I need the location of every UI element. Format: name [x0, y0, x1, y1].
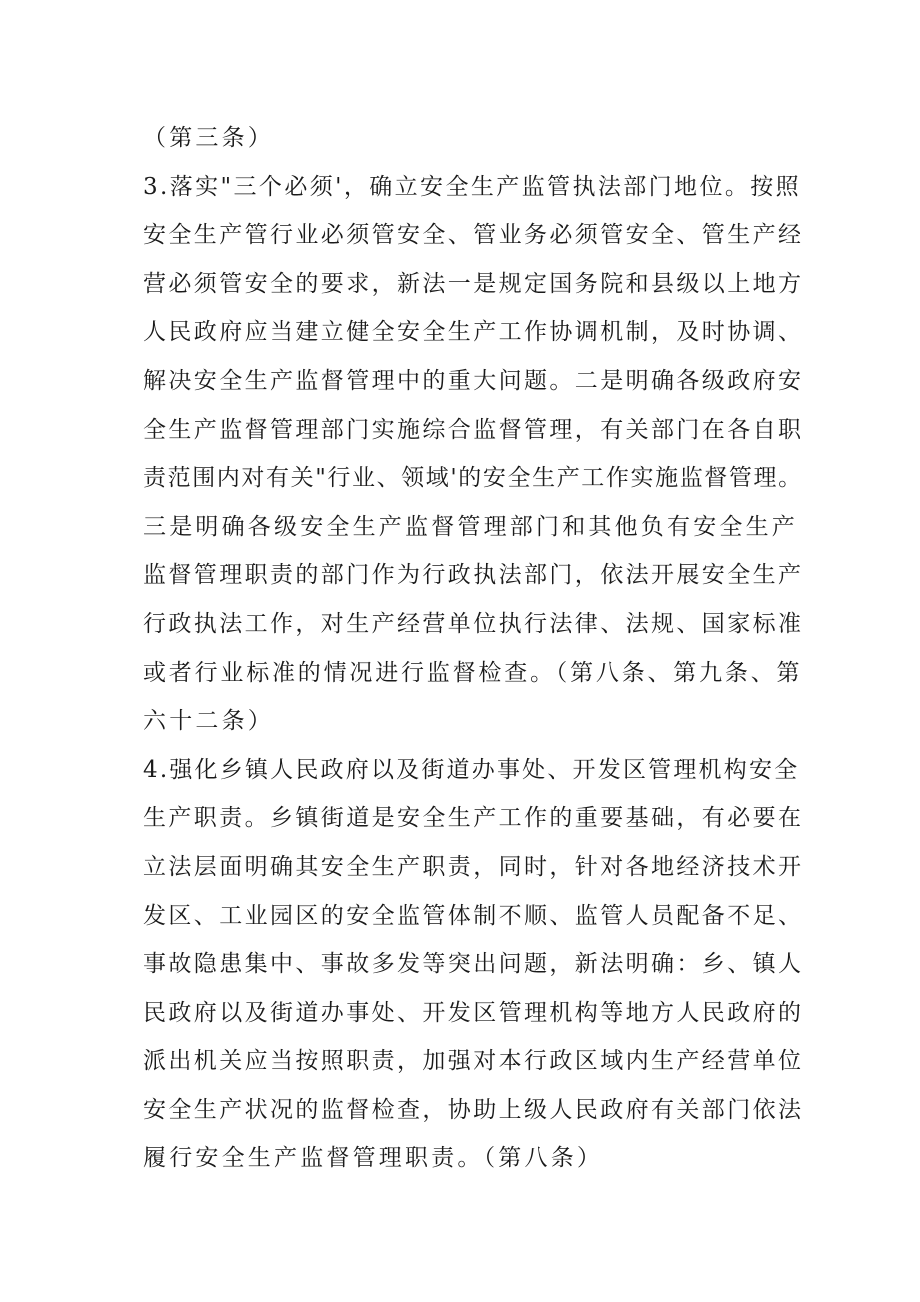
text-line: 履行安全生产监督管理职责。（第八条） — [143, 1145, 604, 1172]
text-line: 责范围内对有关"行业、领域'的安全生产工作实施监督管理。 — [143, 465, 803, 492]
text-line: 全生产监督管理部门实施综合监督管理，有关部门在各自职 — [143, 416, 804, 443]
text-line: 事故隐患集中、事故多发等突出问题，新法明确：乡、镇人 — [143, 951, 804, 978]
text-line: 派出机关应当按照职责，加强对本行政区域内生产经营单位 — [143, 1048, 804, 1075]
text-line: 监督管理职责的部门作为行政执法部门，依法开展安全生产 — [143, 562, 804, 589]
text-line: 民政府以及街道办事处、开发区管理机构等地方人民政府的 — [143, 999, 804, 1026]
text-line: 发区、工业园区的安全监管体制不顺、监管人员配备不足、 — [143, 902, 804, 929]
text-line: 解决安全生产监督管理中的重大问题。二是明确各级政府安 — [143, 367, 804, 394]
text-line: 三是明确各级安全生产监督管理部门和其他负有安全生产 — [143, 513, 798, 540]
text-line: 六十二条） — [143, 708, 274, 735]
text-line: 或者行业标准的情况进行监督检查。（第八条、第九条、第 — [143, 659, 803, 686]
text-line: 安全生产管行业必须管安全、管业务必须管安全、管生产经 — [143, 222, 804, 249]
text-line: 4.强化乡镇人民政府以及街道办事处、开发区管理机构安全 — [143, 756, 800, 783]
text-line: 营必须管安全的要求，新法一是规定国务院和县级以上地方 — [143, 270, 804, 297]
text-line: （第三条） — [143, 125, 274, 151]
text-line: 生产职责。乡镇街道是安全生产工作的重要基础，有必要在 — [143, 805, 804, 832]
text-line: 立法层面明确其安全生产职责，同时，针对各地经济技术开 — [143, 853, 804, 880]
text-line: 行政执法工作，对生产经营单位执行法律、法规、国家标准 — [143, 610, 804, 637]
text-line: 3.落实"三个必须'，确立安全生产监管执法部门地位。按照 — [143, 173, 802, 200]
document-body — [143, 114, 803, 1183]
text-line: 人民政府应当建立健全安全生产工作协调机制，及时协调、 — [143, 319, 804, 346]
text-line: 安全生产状况的监督检查，协助上级人民政府有关部门依法 — [143, 1096, 804, 1123]
